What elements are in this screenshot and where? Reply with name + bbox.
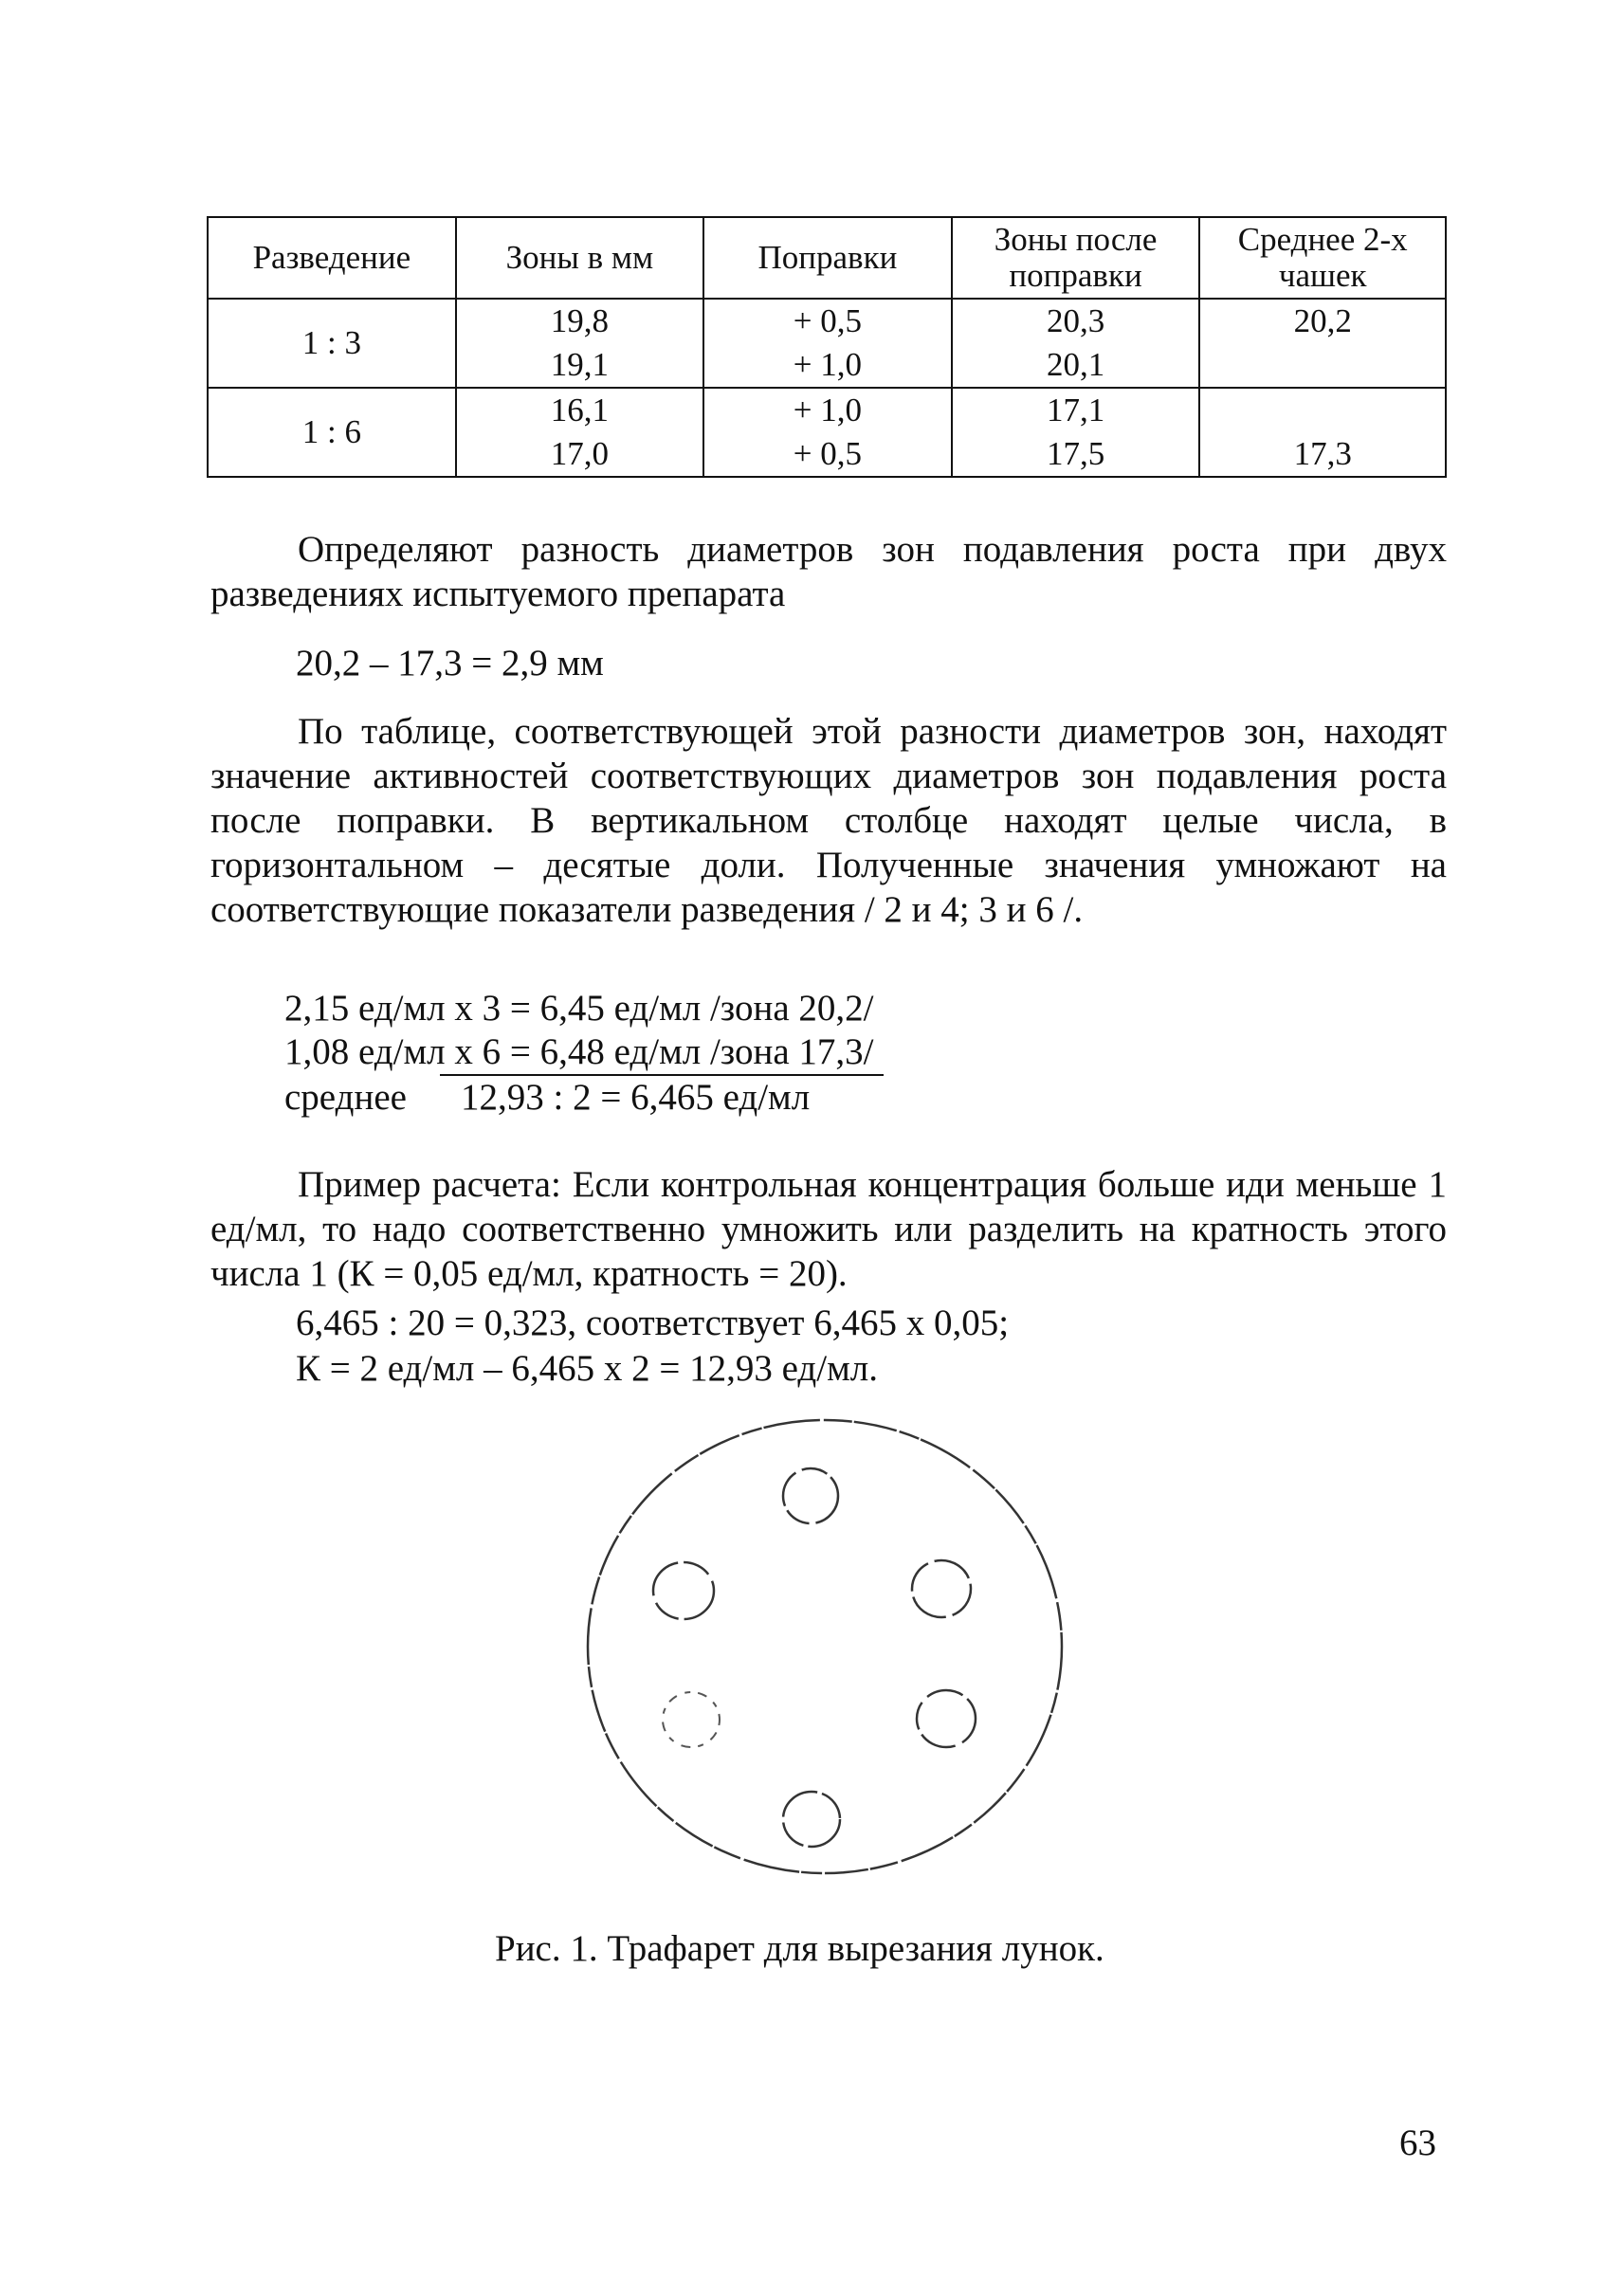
- calc-line-2: 1,08 ед/мл х 6 = 6,48 ед/мл /зона 17,3/: [284, 1031, 874, 1072]
- zone-value: 17,0: [550, 435, 610, 472]
- well-hole: [783, 1468, 838, 1523]
- zone-value: 19,1: [550, 346, 610, 383]
- mean-value: 17,3: [1293, 435, 1352, 472]
- corrected-cell: [952, 299, 1200, 388]
- corrections-cell: [703, 388, 952, 477]
- header-zones: Зоны в мм: [456, 217, 703, 299]
- correction-value: + 1,0: [793, 346, 863, 383]
- corrected-value: 17,1: [1046, 392, 1105, 428]
- corrected-cell: [952, 388, 1200, 477]
- calc-line-1: 2,15 ед/мл х 3 = 6,45 ед/мл /зона 20,2/: [284, 988, 874, 1029]
- zone-value: 19,8: [550, 302, 610, 339]
- dilution-table: [207, 216, 1447, 478]
- mean-cell: [1199, 388, 1446, 477]
- header-corrected-zones: Зоны после поправки: [952, 217, 1200, 299]
- mean-cell: [1199, 299, 1446, 388]
- well-hole: [912, 1560, 971, 1617]
- paragraph-example: Пример расчета: Если контрольная концентрация больше иди меньше 1 ед/мл, то надо соответственно умножить или разделить на кратность этого числа 1 (К = 0,05 ед/мл, кратность = 20).: [210, 1164, 1447, 1294]
- dilution-cell: 1 : 6: [208, 388, 456, 477]
- calc-average-label: среднее: [284, 1077, 407, 1118]
- header-corrections: Поправки: [703, 217, 952, 299]
- corrected-value: 20,1: [1046, 346, 1105, 383]
- page-number: 63: [1399, 2123, 1436, 2163]
- paragraph-difference-intro: Определяют разность диаметров зон подавления роста при двух разведениях испытуемого препарата: [210, 529, 1447, 614]
- zones-cell: [456, 299, 703, 388]
- correction-value: + 1,0: [793, 392, 863, 428]
- stencil-figure: [559, 1412, 1090, 1896]
- mean-value: 20,2: [1293, 302, 1352, 339]
- table-row: [208, 299, 1446, 388]
- paragraph-activity-table: По таблице, соответствующей этой разности диаметров зон, находят значение активностей соответствующих диаметров зон подавления роста после поправки. В вертикальном столбце находят целые числа, в горизонтальном – десятые доли. Полученные значения умножают на соответствующие показатели разведения / 2 и 4; 3 и 6 /.: [210, 711, 1447, 930]
- corrected-value: 17,5: [1046, 435, 1105, 472]
- well-hole: [783, 1792, 840, 1847]
- difference-formula: 20,2 – 17,3 = 2,9 мм: [296, 643, 604, 683]
- zone-value: 16,1: [550, 392, 610, 428]
- well-hole: [653, 1562, 714, 1619]
- example-line-2: К = 2 ед/мл – 6,465 х 2 = 12,93 ед/мл.: [296, 1348, 878, 1389]
- correction-value: + 0,5: [793, 435, 863, 472]
- corrected-value: 20,3: [1046, 302, 1105, 339]
- plate-outline: [588, 1420, 1062, 1873]
- example-line-1: 6,465 : 20 = 0,323, соответствует 6,465 х 0,05;: [296, 1303, 1010, 1343]
- table-row: [208, 388, 1446, 477]
- corrections-cell: [703, 299, 952, 388]
- header-mean: Среднее 2-х чашек: [1199, 217, 1446, 299]
- calc-average-value: 12,93 : 2 = 6,465 ед/мл: [461, 1077, 811, 1118]
- zones-cell: [456, 388, 703, 477]
- dilution-cell: 1 : 3: [208, 299, 456, 388]
- figure-caption: Рис. 1. Трафарет для вырезания лунок.: [495, 1928, 1104, 1969]
- correction-value: + 0,5: [793, 302, 863, 339]
- table-header-row: [208, 217, 1446, 299]
- header-dilution: Разведение: [208, 217, 456, 299]
- well-hole: [917, 1690, 976, 1747]
- well-hole: [663, 1692, 720, 1747]
